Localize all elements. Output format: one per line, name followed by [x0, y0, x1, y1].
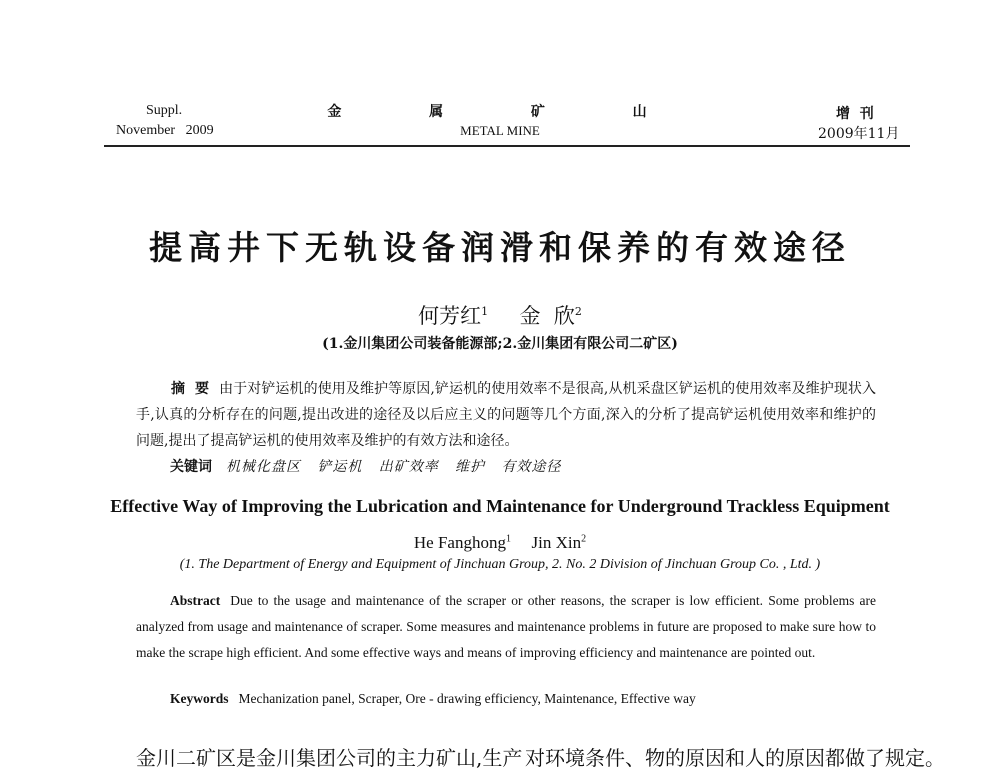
authors-en [0, 533, 1000, 553]
keywords-text-cn: 机械化盘区 铲运机 出矿效率 维护 有效途径 [226, 459, 562, 475]
paper-title-cn: 提高井下无轨设备润滑和保养的有效途径 [149, 228, 851, 267]
affiliation-cn: (1.金川集团公司装备能源部;2.金川集团有限公司二矿区) [322, 336, 678, 352]
header-journal-cn: 金 属 矿 山 [327, 104, 673, 120]
paper-title-en: Effective Way of Improving the Lubrication and Maintenance for Underground Trackless Equipment [110, 496, 890, 516]
author-1-sup-en: 1 [505, 533, 511, 545]
keywords-label-en: Keywords [170, 691, 229, 706]
abstract-en [136, 588, 876, 666]
header-journal-en: METAL MINE [460, 123, 540, 138]
abstract-cn [136, 376, 876, 454]
authors-cn [0, 300, 1000, 330]
author-1-name-cn: 何芳红 [418, 304, 482, 328]
author-2-sup-en: 2 [581, 533, 587, 545]
abstract-text-en: Due to the usage and maintenance of the scraper or other reasons, the scraper is low efficient. Some problems are analyzed from usage and maintenance of scraper. Some measures and maintenance problems in future are proposed to make sure how to make the scrape high efficient. And some effective ways and means of improving efficiency and maintenance are pointed out. [136, 593, 876, 660]
header-rule [104, 145, 910, 147]
author-2-name-en: Jin Xin [531, 533, 582, 552]
keywords-en [170, 691, 696, 707]
author-1-sup-cn: 1 [481, 305, 489, 318]
keywords-cn [170, 456, 561, 476]
body-text-left-column: 金川二矿区是金川集团公司的主力矿山,生产 [136, 746, 523, 770]
author-1-name-en: He Fanghong [413, 533, 506, 552]
header-date-en: November 2009 [116, 123, 214, 138]
abstract-label-en: Abstract [170, 593, 221, 608]
affiliation-en: (1. The Department of Energy and Equipment of Jinchuan Group, 2. No. 2 Division of Jinchuan Group Co. , Ltd. ) [179, 557, 821, 572]
author-2-name-cn: 金 欣 [519, 304, 575, 328]
abstract-label-cn: 摘 要 [171, 381, 210, 397]
author-2-sup-cn: 2 [574, 305, 582, 318]
header-supplement-cn: 增 刊 [836, 106, 874, 122]
header-date-cn: 2009年11月 [818, 126, 900, 142]
keywords-label-cn: 关键词 [170, 459, 212, 475]
keywords-text-en: Mechanization panel, Scraper, Ore - drawing efficiency, Maintenance, Effective way [238, 691, 696, 706]
abstract-text-cn: 由于对铲运机的使用及维护等原因,铲运机的使用效率不是很高,从机采盘区铲运机的使用效率及维护现状入手,认真的分析存在的问题,提出改进的途径及以后应主义的问题等几个方面,深入的分析了提高铲运机使用效率和维护的问题,提出了提高铲运机的使用效率及维护的有效方法和途径。 [136, 381, 876, 449]
body-text-right-column: 对环境条件、物的原因和人的原因都做了规定。 [525, 746, 945, 770]
header-supplement: Suppl. [146, 103, 183, 118]
